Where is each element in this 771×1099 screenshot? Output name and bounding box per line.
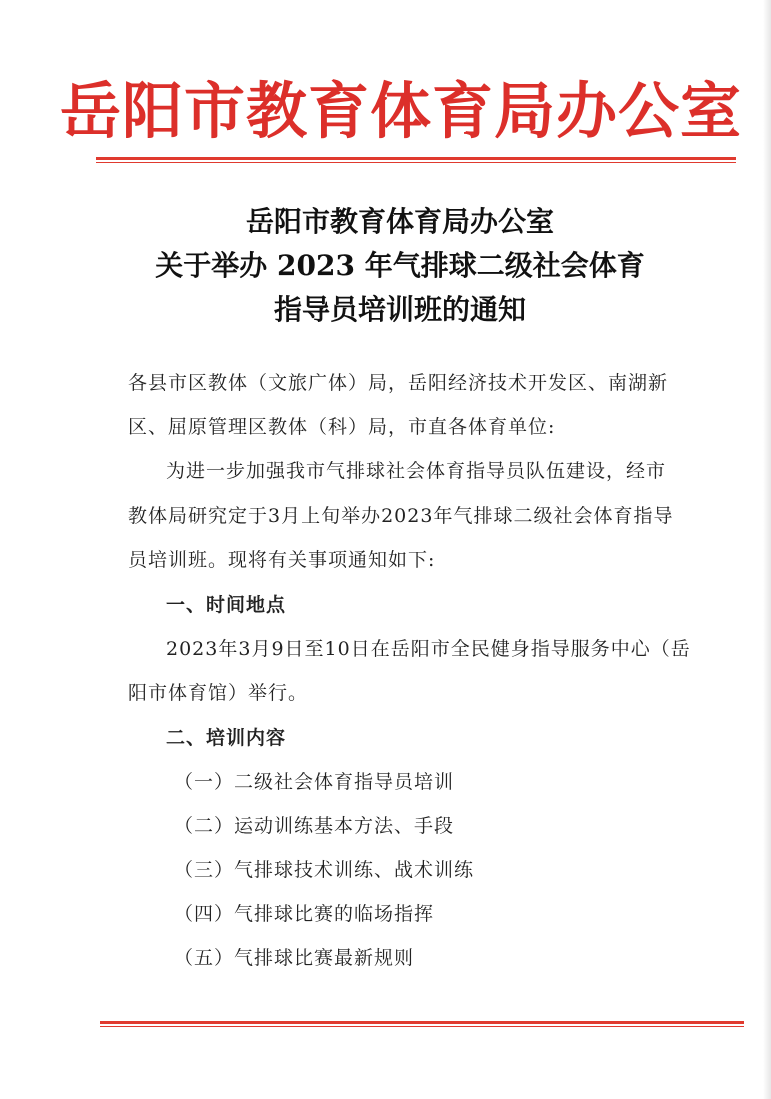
document-title [100,200,700,332]
training-item: （四）气排球比赛的临场指挥 [174,903,435,925]
letterhead-rule-thick [96,157,736,160]
footer-rule-thin [100,1026,744,1027]
letterhead-org-name: 岳阳市教育体育局办公室 [60,76,743,147]
page-edge-shadow [763,0,771,1099]
footer-rule-thick [100,1021,744,1024]
addressee-line-1: 各县市区教体（文旅广体）局，岳阳经济技术开发区、南湖新 [128,372,669,394]
intro-line-2: 教体局研究定于3月上旬举办2023年气排球二级社会体育指导 [128,505,674,527]
section-1-heading: 一、时间地点 [166,594,287,616]
training-item: （二）运动训练基本方法、手段 [174,815,455,837]
training-item: （五）气排球比赛最新规则 [174,947,415,969]
training-item: （一）二级社会体育指导员培训 [174,771,455,793]
title-line-2: 关于举办 2023 年气排球二级社会体育 [155,249,645,282]
training-item: （三）气排球技术训练、战术训练 [174,859,475,881]
title-line-1: 岳阳市教育体育局办公室 [245,205,554,238]
intro-line-1: 为进一步加强我市气排球社会体育指导员队伍建设，经市 [166,460,667,482]
section-1-line-2: 阳市体育馆）举行。 [128,682,309,704]
title-line-3: 指导员培训班的通知 [273,293,526,326]
section-2-heading: 二、培训内容 [166,727,287,749]
addressee-line-2: 区、屈原管理区教体（科）局，市直各体育单位: [128,416,556,438]
intro-line-3: 员培训班。现将有关事项通知如下: [128,549,436,571]
letterhead-rule-thin [96,162,736,163]
section-1-line-1: 2023年3月9日至10日在岳阳市全民健身指导服务中心（岳 [166,638,691,660]
